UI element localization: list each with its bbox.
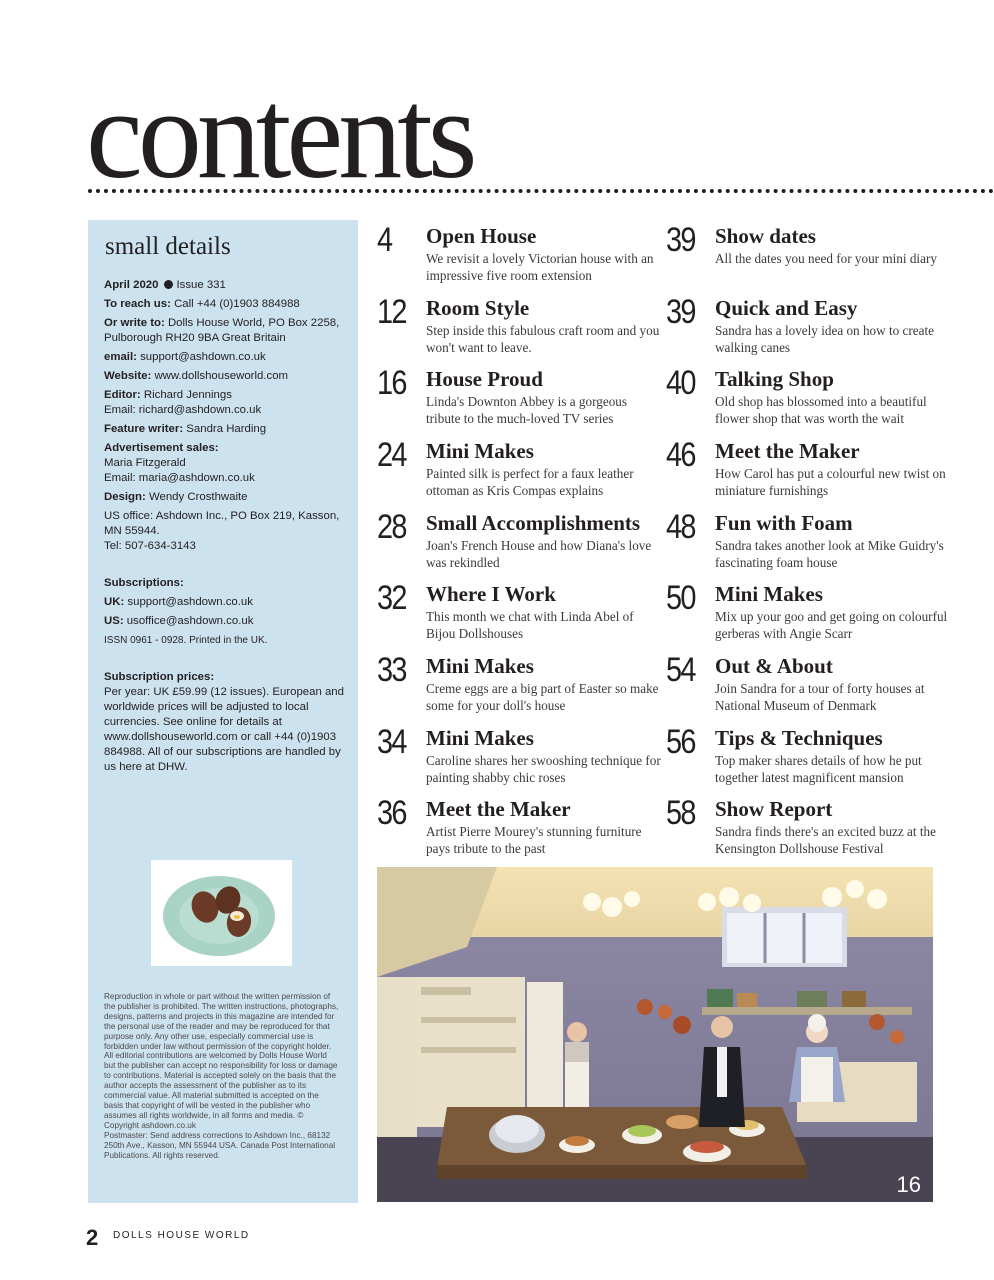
contents-entry[interactable] bbox=[377, 653, 667, 721]
entry-title: Mini Makes bbox=[426, 654, 534, 678]
feature-line bbox=[104, 422, 344, 437]
printed-note: Printed in the UK. bbox=[189, 635, 268, 646]
contents-entry[interactable] bbox=[666, 438, 956, 506]
entry-description: Artist Pierre Mourey's stunning furniture pays tribute to the past bbox=[426, 824, 642, 856]
contents-entry[interactable] bbox=[377, 725, 667, 793]
entry-page-number: 39 bbox=[666, 221, 695, 259]
entry-description: All the dates you need for your mini diary bbox=[715, 251, 937, 266]
issn-line bbox=[104, 633, 344, 648]
phone-number: Call +44 (0)1903 884988 bbox=[174, 298, 300, 310]
folio-magazine-name: DOLLS HOUSE WORLD bbox=[113, 1230, 250, 1241]
contents-entry[interactable] bbox=[377, 438, 667, 506]
dotted-divider bbox=[88, 189, 994, 193]
editor-line bbox=[104, 388, 344, 418]
subs-label: Subscriptions: bbox=[104, 577, 184, 589]
editor-name: Richard Jennings bbox=[143, 389, 232, 401]
contents-entry[interactable] bbox=[377, 796, 667, 864]
contents-entry[interactable] bbox=[377, 510, 667, 578]
photo-page-number: 16 bbox=[896, 1172, 921, 1197]
bullet-icon bbox=[164, 280, 173, 289]
website-line bbox=[104, 369, 344, 384]
designer-name: Wendy Crosthwaite bbox=[148, 491, 248, 503]
contents-entry[interactable] bbox=[666, 223, 956, 291]
reach-line bbox=[104, 297, 344, 312]
entry-page-number: 34 bbox=[377, 723, 406, 761]
contents-entry[interactable] bbox=[666, 295, 956, 363]
contents-entry[interactable] bbox=[377, 223, 667, 291]
ads-line bbox=[104, 441, 344, 486]
editor-email: Email: richard@ashdown.co.uk bbox=[104, 404, 262, 416]
entry-page-number: 54 bbox=[666, 651, 695, 689]
us-tel: Tel: 507-634-3143 bbox=[104, 540, 196, 552]
entry-page-number: 33 bbox=[377, 651, 406, 689]
legal-notice bbox=[104, 992, 340, 1160]
plate-with-eggs-image bbox=[151, 860, 292, 966]
entry-description: How Carol has put a colourful new twist on miniature furnishings bbox=[715, 466, 946, 498]
entry-title: Mini Makes bbox=[426, 726, 534, 750]
kitchen-feature-photo[interactable] bbox=[377, 867, 933, 1202]
entry-page-number: 46 bbox=[666, 436, 695, 474]
uk-email: support@ashdown.co.uk bbox=[127, 596, 253, 608]
entry-description: Sandra takes another look at Mike Guidry's fascinating foam house bbox=[715, 538, 944, 570]
issue-number: Issue 331 bbox=[176, 279, 226, 291]
entry-title: Show Report bbox=[715, 797, 833, 821]
entry-title: Tips & Techniques bbox=[715, 726, 883, 750]
ads-label: Advertisement sales: bbox=[104, 442, 219, 454]
entry-description: Linda's Downton Abbey is a gorgeous tribute to the much-loved TV series bbox=[426, 394, 628, 426]
us-office-line bbox=[104, 509, 344, 554]
design-line bbox=[104, 490, 344, 505]
feature-label: Feature writer: bbox=[104, 423, 184, 435]
entry-page-number: 4 bbox=[377, 221, 392, 259]
entry-description: Mix up your goo and get going on colourful gerberas with Angie Scarr bbox=[715, 609, 948, 641]
entry-page-number: 24 bbox=[377, 436, 406, 474]
entry-page-number: 58 bbox=[666, 794, 695, 832]
feature-writer: Sandra Harding bbox=[186, 423, 267, 435]
copyright-text: Reproduction in whole or part without the written permission of the publisher is prohibited. The written instructions, photographs, designs, patterns and projects in this magazine are intended for the personal use of the reader and may be reproduced for that purpose only. Any other use, especially commercial use is forbidden under law without permission of the copyright holder. All editorial contributions are welcomed by Dolls House World but the publisher can accept no responsibility for loss or damage to contributions. Material is accepted solely on the basis that the author accepts the assessment of the publisher as to its commercial value. All material submitted is accepted on the basis that copyright of will be vested in the publisher who assumes all rights worldwide, in all forms and media. © Copyright ashdown.co.uk bbox=[104, 992, 339, 1130]
entry-page-number: 48 bbox=[666, 508, 695, 546]
ads-name: Maria Fitzgerald bbox=[104, 457, 186, 469]
entry-title: Meet the Maker bbox=[715, 439, 860, 463]
contents-entry[interactable] bbox=[666, 725, 956, 793]
entry-description: Sandra has a lovely idea on how to create walking canes bbox=[715, 323, 934, 355]
entry-title: Open House bbox=[426, 224, 537, 248]
entry-title: Mini Makes bbox=[426, 439, 534, 463]
folio-page-number: 2 bbox=[86, 1225, 99, 1250]
reach-label: To reach us: bbox=[104, 298, 171, 310]
us-line bbox=[104, 614, 344, 629]
prices-text: Per year: UK £59.99 (12 issues). European and worldwide prices will be adjusted to local currencies. See online for details at www.dollshouseworld.com or call +44 (0)1903 884988. All of our subscriptions are handled by us here at DHW. bbox=[104, 686, 344, 773]
contents-entry[interactable] bbox=[666, 796, 956, 864]
design-label: Design: bbox=[104, 491, 146, 503]
postal-address: Dolls House World, PO Box 2258, Pulborough RH20 9BA Great Britain bbox=[104, 317, 340, 344]
contact-info bbox=[104, 278, 344, 779]
prices-heading bbox=[104, 670, 344, 775]
entry-page-number: 50 bbox=[666, 579, 695, 617]
creme-eggs-photo bbox=[151, 860, 292, 966]
issue-line bbox=[104, 278, 344, 293]
subs-heading bbox=[104, 576, 344, 591]
sidebar-title: small details bbox=[105, 233, 231, 260]
entry-description: Old shop has blossomed into a beautiful flower shop that was worth the wait bbox=[715, 394, 927, 426]
entry-title: Quick and Easy bbox=[715, 296, 858, 320]
contents-entry[interactable] bbox=[377, 295, 667, 363]
email-line bbox=[104, 350, 344, 365]
uk-line bbox=[104, 595, 344, 610]
entry-page-number: 36 bbox=[377, 794, 406, 832]
entry-description: This month we chat with Linda Abel of Bijou Dollshouses bbox=[426, 609, 634, 641]
entry-description: Joan's French House and how Diana's love was rekindled bbox=[426, 538, 652, 570]
entry-page-number: 56 bbox=[666, 723, 695, 761]
us-label: US: bbox=[104, 615, 124, 627]
entry-description: We revisit a lovely Victorian house with an impressive five room extension bbox=[426, 251, 654, 283]
issn: ISSN 0961 - 0928. bbox=[104, 635, 187, 646]
contents-entry[interactable] bbox=[666, 366, 956, 434]
page-title: contents bbox=[86, 63, 473, 205]
entry-description: Top maker shares details of how he put together latest magnificent mansion bbox=[715, 753, 922, 785]
us-email: usoffice@ashdown.co.uk bbox=[126, 615, 254, 627]
email-label: email: bbox=[104, 351, 137, 363]
entry-title: Where I Work bbox=[426, 582, 556, 606]
postmaster-text: Postmaster: Send address corrections to Ashdown Inc., 68132 250th Ave., Kasson, MN 55944 USA. Canada Post International Publications. All rights reserved. bbox=[104, 1130, 336, 1160]
entry-description: Sandra finds there's an excited buzz at the Kensington Dollshouse Festival bbox=[715, 824, 936, 856]
website-url: www.dollshouseworld.com bbox=[154, 370, 289, 382]
entry-title: House Proud bbox=[426, 367, 543, 391]
entry-title: Talking Shop bbox=[715, 367, 834, 391]
small-details-panel bbox=[88, 220, 358, 1203]
prices-label: Subscription prices: bbox=[104, 671, 215, 683]
contents-entry[interactable] bbox=[666, 653, 956, 721]
issue-date: April 2020 bbox=[104, 279, 159, 291]
entry-description: Creme eggs are a big part of Easter so make some for your doll's house bbox=[426, 681, 659, 713]
entry-title: Fun with Foam bbox=[715, 511, 853, 535]
support-email: support@ashdown.co.uk bbox=[140, 351, 266, 363]
entry-title: Out & About bbox=[715, 654, 833, 678]
entry-title: Mini Makes bbox=[715, 582, 823, 606]
entry-description: Caroline shares her swooshing technique for painting shabby chic roses bbox=[426, 753, 661, 785]
contents-entry[interactable] bbox=[666, 581, 956, 649]
entry-title: Small Accomplishments bbox=[426, 511, 641, 535]
entry-description: Step inside this fabulous craft room and you won't want to leave. bbox=[426, 323, 660, 355]
dollshouse-kitchen-image bbox=[377, 867, 933, 1202]
ads-email: Email: maria@ashdown.co.uk bbox=[104, 472, 255, 484]
write-label: Or write to: bbox=[104, 317, 165, 329]
entry-description: Join Sandra for a tour of forty houses at National Museum of Denmark bbox=[715, 681, 925, 713]
entry-title: Room Style bbox=[426, 296, 530, 320]
entry-page-number: 16 bbox=[377, 364, 406, 402]
contents-entry[interactable] bbox=[377, 366, 667, 434]
contents-entry[interactable] bbox=[377, 581, 667, 649]
entry-page-number: 32 bbox=[377, 579, 406, 617]
entry-page-number: 39 bbox=[666, 293, 695, 331]
website-label: Website: bbox=[104, 370, 152, 382]
editor-label: Editor: bbox=[104, 389, 141, 401]
entry-title: Show dates bbox=[715, 224, 816, 248]
entry-page-number: 12 bbox=[377, 293, 406, 331]
us-office: US office: Ashdown Inc., PO Box 219, Kasson, MN 55944. bbox=[104, 510, 340, 537]
uk-label: UK: bbox=[104, 596, 125, 608]
entry-page-number: 28 bbox=[377, 508, 406, 546]
entry-description: Painted silk is perfect for a faux leather ottoman as Kris Compas explains bbox=[426, 466, 634, 498]
contents-entry[interactable] bbox=[666, 510, 956, 578]
entry-page-number: 40 bbox=[666, 364, 695, 402]
entry-title: Meet the Maker bbox=[426, 797, 571, 821]
address-line bbox=[104, 316, 344, 346]
